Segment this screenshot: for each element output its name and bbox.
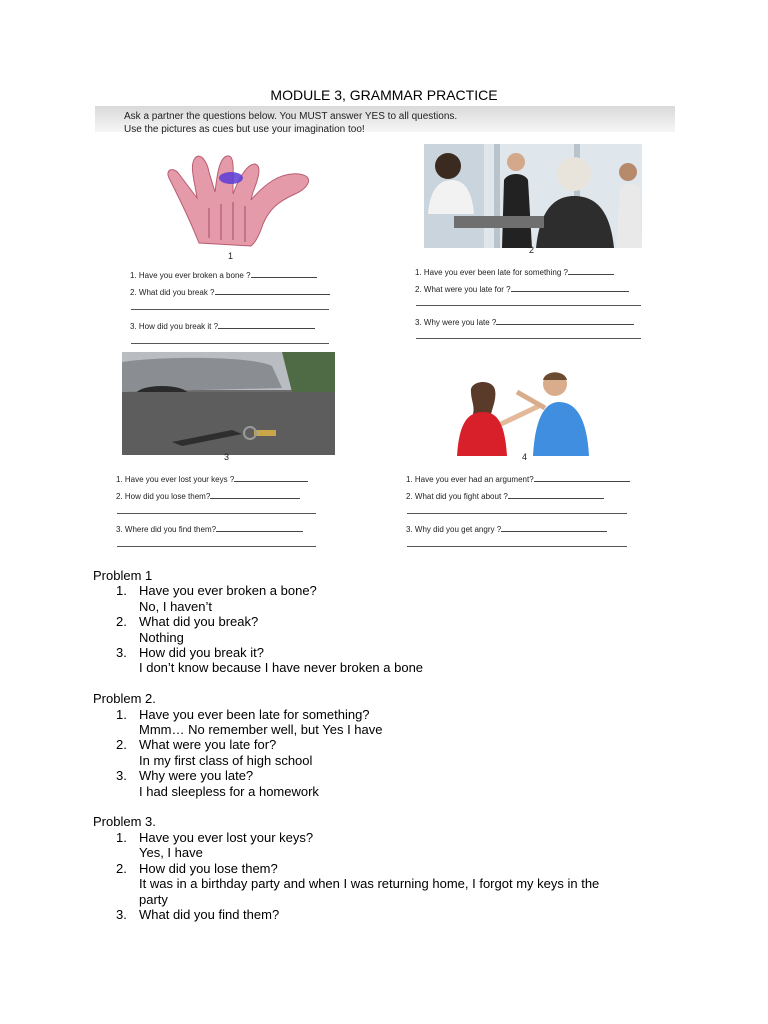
list-item: 2. How did you lose them? bbox=[116, 860, 278, 876]
answer-text: I had sleepless for a homework bbox=[139, 783, 319, 799]
couple-arguing-photo bbox=[447, 366, 607, 456]
panel-3-question-1: 1. Have you ever lost your keys ? bbox=[116, 473, 308, 484]
panel-4-question-2: 2. What did you fight about ? bbox=[406, 490, 604, 501]
panel-4-question-3: 3. Why did you get angry ? bbox=[406, 523, 607, 534]
answer-line bbox=[407, 513, 627, 514]
office-meeting-photo bbox=[424, 144, 642, 248]
panel-2-number: 2 bbox=[529, 245, 535, 255]
panel-2-question-3: 3. Why were you late ? bbox=[415, 316, 634, 327]
problem-2-heading: Problem 2. bbox=[93, 691, 156, 707]
answer-text: party bbox=[139, 891, 168, 907]
list-item: 3. Why were you late? bbox=[116, 768, 254, 784]
list-item: 3. What did you find them? bbox=[116, 906, 280, 922]
answer-text: In my first class of high school bbox=[139, 752, 313, 768]
answer-text: Yes, I have bbox=[139, 845, 203, 861]
panel-4-question-1: 1. Have you ever had an argument? bbox=[406, 473, 630, 484]
panel-1-question-3: 3. How did you break it ? bbox=[130, 320, 315, 331]
answer-text: I don’t know because I have never broken a bone bbox=[139, 660, 424, 676]
answer-line bbox=[117, 546, 316, 547]
list-item: 1. Have you ever lost your keys? bbox=[116, 829, 314, 845]
panel-1-question-1: 1. Have you ever broken a bone ? bbox=[130, 269, 317, 280]
worksheet-image bbox=[95, 106, 675, 558]
panel-1-question-2: 2. What did you break ? bbox=[130, 286, 330, 297]
panel-3-question-2: 2. How did you lose them? bbox=[116, 490, 300, 501]
answers-section bbox=[93, 568, 673, 922]
list-item: 2. What were you late for? bbox=[116, 737, 277, 753]
list-item: 1. Have you ever broken a bone? bbox=[116, 583, 317, 599]
panel-1-number: 1 bbox=[228, 251, 234, 261]
answer-line bbox=[131, 309, 329, 310]
list-item: 2. What did you break? bbox=[116, 614, 259, 630]
answer-text: It was in a birthday party and when I was returning home, I forgot my keys in the bbox=[139, 876, 600, 892]
keys-on-road-photo bbox=[122, 352, 335, 455]
answer-line bbox=[416, 305, 641, 306]
answer-line bbox=[117, 513, 316, 514]
panel-3-number: 3 bbox=[224, 452, 230, 462]
instruction-line-2: Use the pictures as cues but use your imagination too! bbox=[124, 124, 365, 135]
problem-1-heading: Problem 1 bbox=[93, 568, 153, 583]
answer-line bbox=[131, 343, 329, 344]
answer-text: No, I haven’t bbox=[139, 598, 212, 614]
problem-3-heading: Problem 3. bbox=[93, 814, 156, 830]
panel-3-question-3: 3. Where did you find them? bbox=[116, 523, 303, 534]
answer-text: Nothing bbox=[139, 629, 184, 645]
hand-xray-icon bbox=[159, 148, 319, 248]
answer-text: Mmm… No remember well, but Yes I have bbox=[139, 722, 383, 738]
answer-line bbox=[407, 546, 627, 547]
page-title: MODULE 3, GRAMMAR PRACTICE bbox=[270, 87, 498, 103]
panel-4-number: 4 bbox=[522, 452, 528, 462]
answer-line bbox=[416, 338, 641, 339]
list-item: 3. How did you break it? bbox=[116, 645, 265, 661]
list-item: 1. Have you ever been late for something? bbox=[116, 706, 370, 722]
panel-2-question-1: 1. Have you ever been late for something ? bbox=[415, 266, 614, 277]
instruction-line-1: Ask a partner the questions below. You MUST answer YES to all questions. bbox=[124, 111, 458, 122]
panel-2-question-2: 2. What were you late for ? bbox=[415, 283, 629, 294]
